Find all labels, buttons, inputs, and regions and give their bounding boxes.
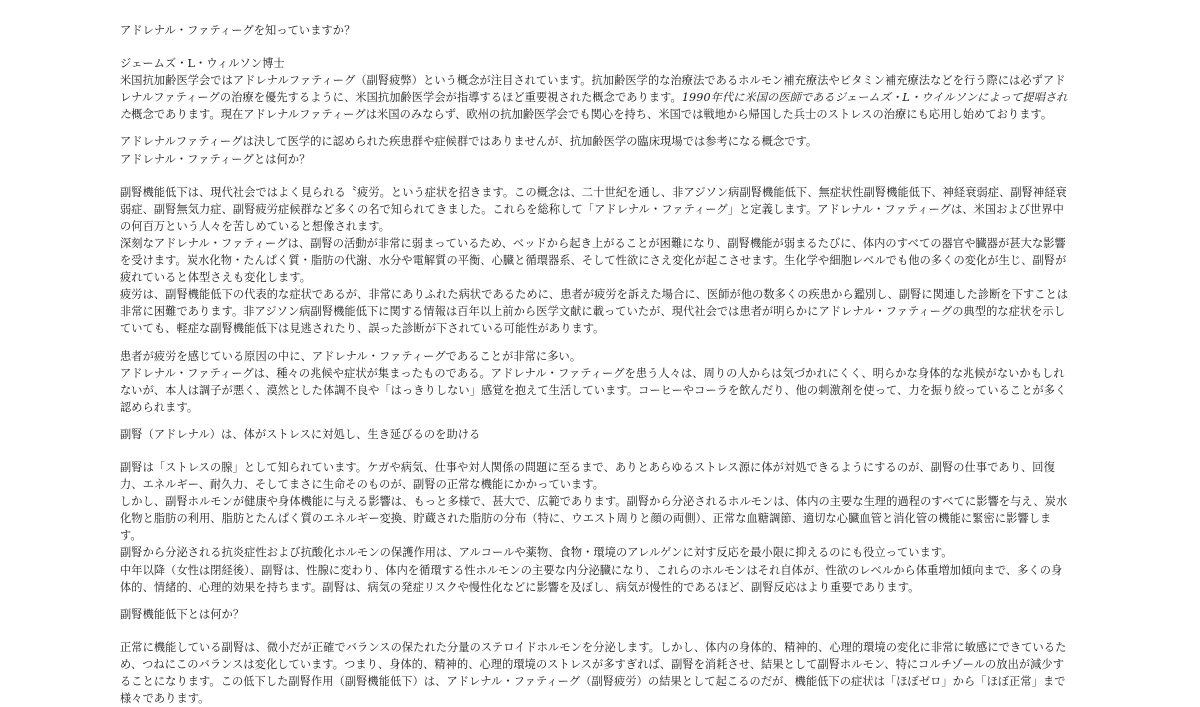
author-name: ジェームズ・L・ウィルソン博士 (120, 57, 285, 71)
intro-text-c: 概念であります。現在アドレナルファティーグは米国のみならず、欧州の抗加齢医学会でも関心を持ち、米国では戦地から帰国した兵士のストレスの治療にも応用し始めております。 (131, 108, 1053, 122)
section3-paragraph-2: しかし、副腎ホルモンが健康や身体機能に与える影響は、もっと多様で、甚大で、広範であります。副腎から分泌されるホルモンは、体内の主要な生理的過程のすべてに影響を与え、炭水化物と脂肪の利用、脂肪とたんぱく質のエネルギー変換、貯蔵された脂肪の分布（特に、ウエスト周りと顔の両側）、正常な血糖調節、適切な心臓血管と消化管の機能に緊密に影響します。 (120, 495, 1068, 543)
section4-heading: 副腎機能低下とは何か？ (120, 607, 245, 621)
section1-paragraph-2: 深刻なアドレナル・ファティーグは、副腎の活動が非常に弱まっているため、ベッドから起き上がることが困難になり、副腎機能が弱まるたびに、体内のすべての器官や臓器が甚大な影響を受けます。炭水化物・たんぱく質・脂肪の代謝、水分や電解質の平衡、心臓と循環器系、そして性欲にさえ変化が起こさせます。生化学や細胞レベルでも他の多くの変化が生じ、副腎が疲れていると体型さえも変化します。 (120, 236, 1067, 285)
intro-text-b: 1990年代に米国の医師であるジェームズ・L・ウイルソンによって提唱された (120, 91, 1068, 122)
section1-paragraph-3: 疲労は、副腎機能低下の代表的な症状であるが、非常にありふれた病状であるために、患者が疲労を訴えた場合に、医師が他の数多くの疾患から鑑別し、副腎に関連した診断を下すことは非常に困難であります。非アジソン病副腎機能低下に関する情報は百年以上前から医学文献に載っていたが、現代社会では患者が明らかにアドレナル・ファティーグの典型的な症状を示していても、軽症な副腎機能低下は見逃されたり、誤った診断が下されている可能性があります。 (120, 288, 1069, 336)
intro-text-a: 米国抗加齢医学会ではアドレナルファティーグ（副腎疲弊）という概念が注目されています。抗加齢医学的な治療法であるホルモン補充療法やビタミン補充療法などを行う際には必ずアドレナルファティーグの治療を優先するように、米国抗加齢医学会が指導するほど重要視された概念であります。 (120, 74, 1066, 105)
intro-paragraph-2: アドレナルファティーグは決して医学的に認められた疾患群や症候群ではありませんが、抗加齢医学の臨床現場では参考になる概念です。 (120, 135, 818, 149)
article-title: アドレナル・ファティーグを知っていますか？ (120, 24, 356, 37)
section2-paragraph-2: アドレナル・ファティーグは、種々の兆候や症状が集まったものである。アドレナル・ファティーグを患う人々は、周りの人からは気づかれにくく、明らかな身体的な兆候がないかもしれないが、本人は調子が悪く、漠然とした体調不良や「はっきりしない」感覚を抱えて生活しています。コーヒーやコーラを飲んだり、他の刺激剤を使って、力を振り絞っていることが多く認められます。 (120, 366, 1067, 414)
section3-paragraph-1: 副腎は「ストレスの腺」として知られています。ケガや病気、仕事や対人関係の問題に至るまで、ありとあらゆるストレス源に体が対処できるようにするのが、副腎の仕事であり、回復力、エネルギー、耐久力、そしてまさに生命そのものが、副腎の正常な機能にかかっています。 (120, 460, 1055, 492)
section3-heading: 副腎（アドレナル）は、体がストレスに対処し、生き延びるのを助ける (120, 427, 481, 441)
section1-paragraph-1: 副腎機能低下は、現代社会ではよく見られる〝疲労。という症状を招きます。この概念は、二十世紀を通し、非アジソン病副腎機能低下、無症状性副腎機能低下、神経衰弱症、副腎神経衰弱症、副腎無気力症、副腎疲労症候群など多くの名で知られてきました。これらを総称して「アドレナル・ファティーグ」と定義します。アドレナル・ファティーグは、米国および世界中の何百万という人々を苦しめていると想像されます。 (120, 185, 1067, 233)
intro-paragraph-1 (120, 72, 1070, 123)
section3-paragraph-3: 副腎から分泌される抗炎症性および抗酸化ホルモンの保護作用は、アルコールや薬物、食物・環境のアレルゲンに対す反応を最小限に抑えるのにも役立っています。 (120, 546, 953, 560)
section3-paragraph-4: 中年以降（女性は閉経後）、副腎は、性腺に変わり、体内を循環する性ホルモンの主要な内分泌臓になり、これらのホルモンはそれ自体が、性欲のレベルから体重増加傾向まで、多くの身体的、情緒的、心理的効果を持ちます。副腎は、病気の発症リスクや慢性化などに影響を及ぼし、病気が慢性的であるほど、副腎反応はより重要であります。 (120, 563, 1063, 594)
article (120, 22, 1070, 707)
section2-paragraph-1: 患者が疲労を感じている原因の中に、アドレナル・ファティーグであることが非常に多い。 (120, 349, 582, 363)
section4-paragraph-1: 正常に機能している副腎は、微小だが正確でバランスの保たれた分量のステロイドホルモンを分泌します。しかし、体内の身体的、精神的、心理的環境の変化に非常に敏感にできているため、つねにこのバランスは変化しています。つまり、身体的、精神的、心理的環境のストレスが多すぎれば、副腎を消耗させ、結果として副腎ホルモン、特にコルチゾールの放出が減少することになります。この低下した副腎作用（副腎機能低下）は、アドレナル・ファティーグ（副腎疲労）の結果として起こるのだが、機能低下の症状は「ほぼゼロ」から「ほぼ正常」まで様々であります。 (120, 640, 1067, 706)
section-question: アドレナル・ファティーグとは何か？ (120, 152, 311, 166)
